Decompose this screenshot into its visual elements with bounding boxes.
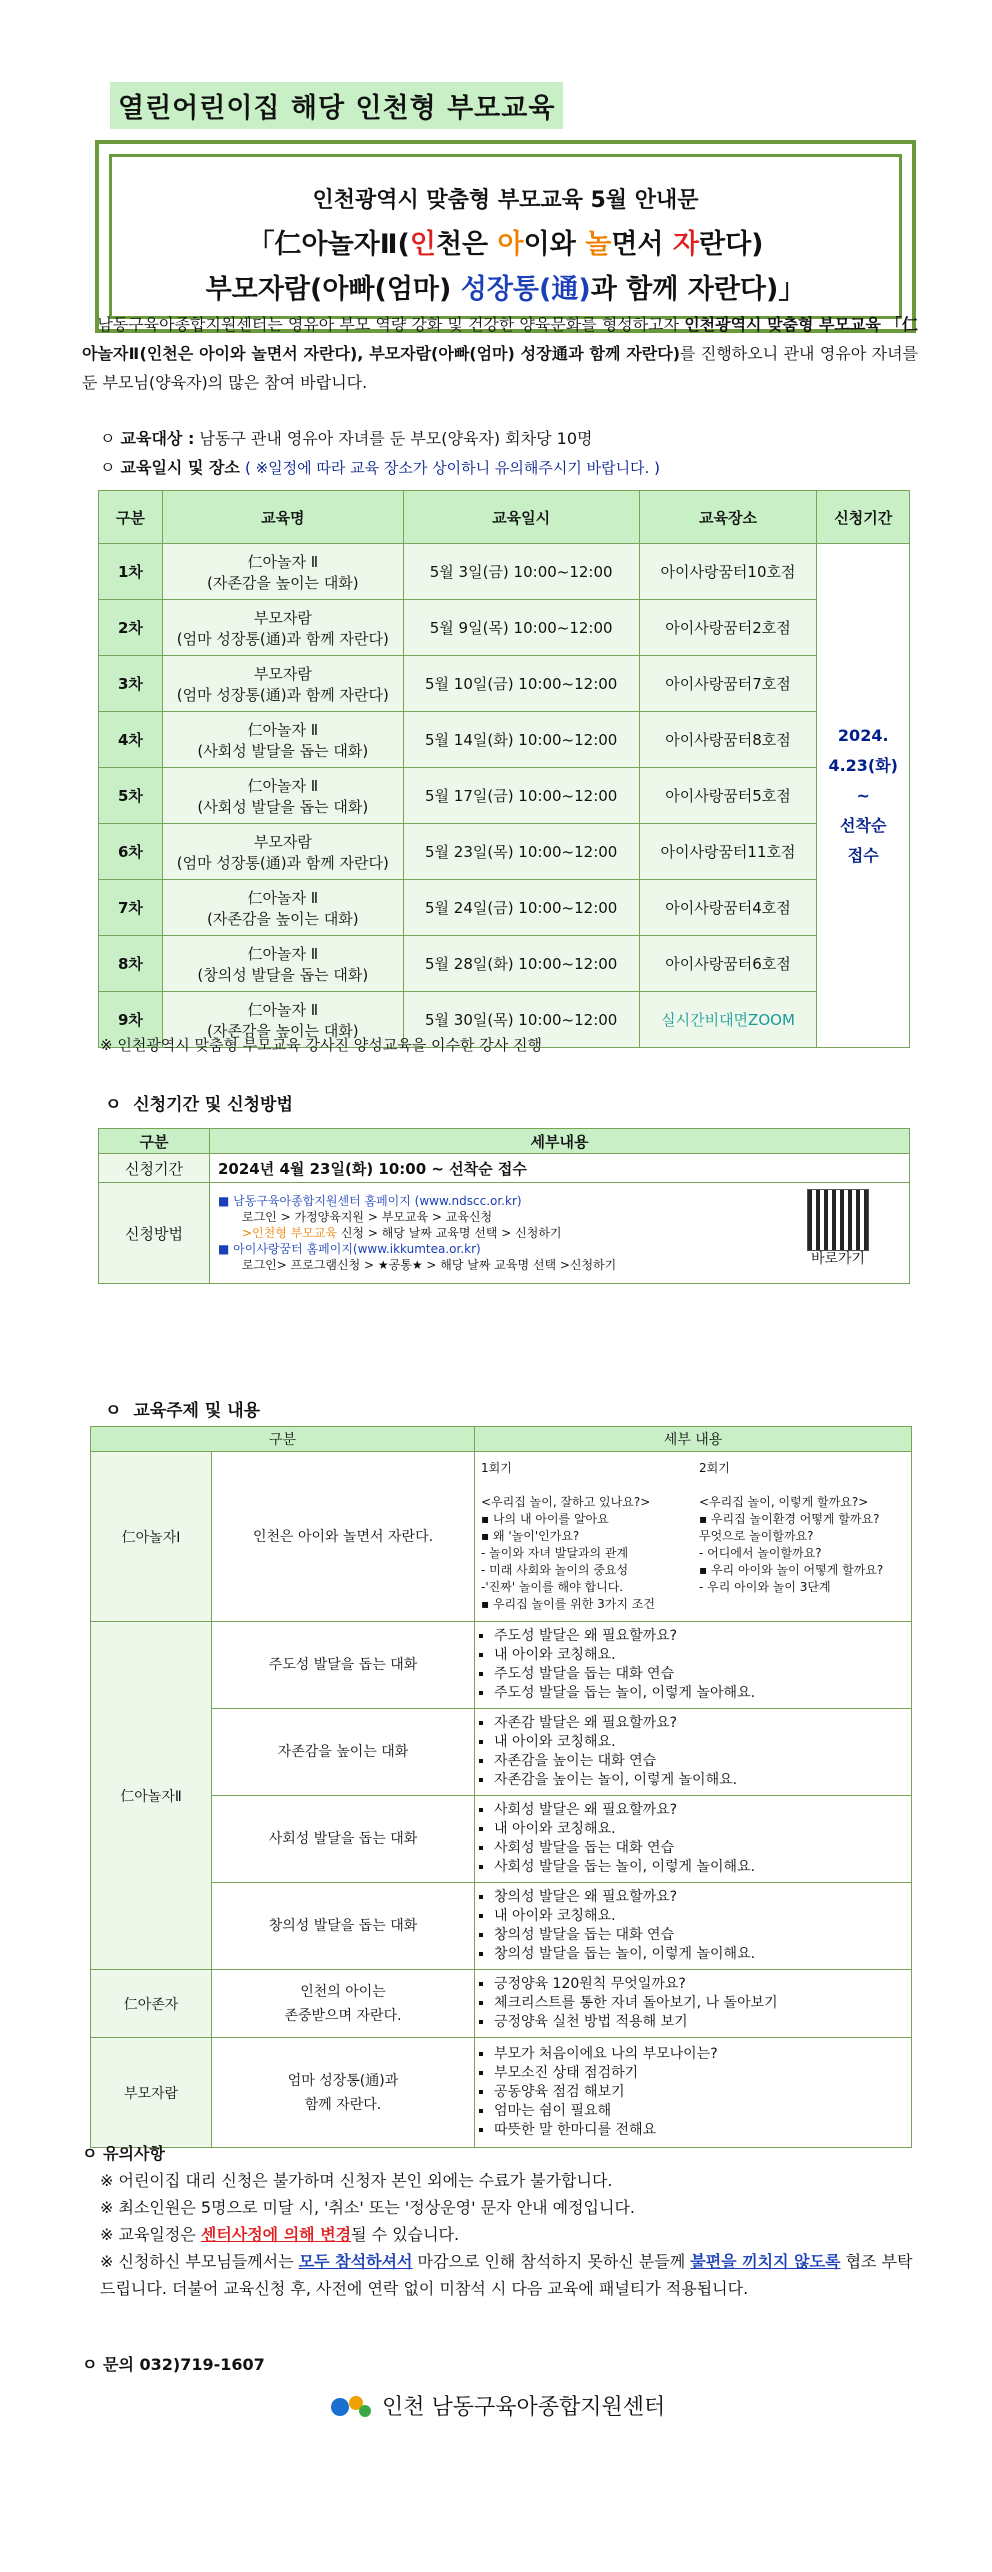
schedule-row: 3차 부모자람 (엄마 성장통(通)과 함께 자란다) 5월 10일(금) 10:00~12:00 아이사랑꿈터7호점: [99, 656, 910, 712]
topics-table: 구분 세부 내용 仁아놀자Ⅰ 인천은 아이와 놀면서 자란다. 1회기 <우리집 놀이, 잘하고 있나요?> ▪ 나의 내 아이를 알아요 ▪ 왜 '놀이'인가요? - 놀이와 자녀 발달과의 관계 - 미래 사회와 놀이의 중요성 -'진짜' 놀이를 해야 합니다. ▪ 우리집 놀이를 위한 3가지 조건 2회기 <우리집 놀이, 이렇게 할까요?> ▪ 우리집 놀이환경 어떻게 할까요? 무엇으로 놀이할까요? - 어디에서 놀이할까요? ▪ 우리 아이와 놀이 어떻게 할까요? - 우리 아이와 놀이 3단계 仁아놀자Ⅱ 주도성 발달을 돕는 대화 ▪ 주도성 발달은 왜 필요할까요? ▪ 내 아이와 코칭해요. ▪ 주도성 발달을 돕는 대화 연습 ▪ 주도성 발달을 돕는 놀이, 이렇게 놀아해요. 자존감을 높이는 대화 ▪ 자존감 발달은 왜 필요할까요? ▪ 내 아이와 코칭해요. ▪ 자존감을 높이는 대화 연습 ▪ 자존감을 높이는 놀이, 이렇게 놀이해요. 사회성 발달을 돕는 대화 ▪ 사회성 발달은 왜 필요할까요? ▪ 내 아이와 코칭해요. ▪ 사회성 발달을 돕는 대화 연습 ▪ 사회성 발달을 돕는 놀이, 이렇게 놀이해요. 창의성 발달을 돕는 대화 ▪ 창의성 발달은 왜 필요할까요? ▪ 내 아이와 코칭해요. ▪ 창의성 발달을 돕는 대화 연습 ▪ 창의성 발달을 돕는 놀이, 이렇게 놀이해요. 仁아존자 인천의 아이는 존중받으며 자란다. ▪ 긍정양육 120원칙 무엇일까요? ▪ 체크리스트를 통한 자녀 돌아보기, 나 돌아보기 ▪ 긍정양육 실천 방법 적용해 보기 부모자람 엄마 성장통(通)과 함께 자란다. ▪ 부모가 처음이에요 나의 부모나이는? ▪ 부모소진 상태 점검하기 ▪ 공동양육 점검 해보기 ▪ 엄마는 쉼이 필요해 ▪ 따뜻한 말 한마디를 전해요: [90, 1426, 912, 2148]
contact-line: ㅇ 문의 032)719-1607: [82, 2355, 265, 2374]
schedule-row: 4차 仁아놀자 Ⅱ (사회성 발달을 돕는 대화) 5월 14일(화) 10:00~12:00 아이사랑꿈터8호점: [99, 712, 910, 768]
page-tag: 열린어린이집 해당 인천형 부모교육: [110, 82, 563, 129]
target-line: ㅇ 교육대상 : 남동구 관내 영유아 자녀를 둔 부모(양육자) 회차당 10명: [100, 429, 593, 448]
footer: 인천 남동구육아종합지원센터: [330, 2390, 665, 2421]
apply-table: 구분 세부내용 신청기간 2024년 4월 23일(화) 10:00 ~ 선착순 접수 신청방법 ■ 남동구육아종합지원센터 홈페이지 (www.ndscc.or.kr) 로그인 > 가정양육지원 > 부모교육 > 교육신청 >인천형 부모교육 신청 > 해당 날짜 교육명 선택 > 신청하기 ■ 아이사랑꿈터 홈페이지(www.ikkumtea.or.kr) 로그인> 프로그램신청 > ★공통★ > 해당 날짜 교육명 선택 >신청하기 바로가기: [98, 1128, 910, 1284]
intro-text: 남동구육아종합지원센터는 영유아 부모 역량 강화 및 건강한 양육문화를 형성하고자 인천광역시 맞춤형 부모교육 「仁아놀자Ⅱ(인천은 아이와 놀면서 자란다), 부모자람(아빠(엄마) 성장通과 함께 자란다)를 진행하오니 관내 영유아 자녀를 둔 부모님(양육자)의 많은 참여 바랍니다.: [82, 315, 918, 392]
apply-heading: ㅇ 신청기간 및 신청방법: [105, 1095, 293, 1115]
apply-period: 2024. 4.23(화) ~ 선착순 접수: [817, 544, 910, 1048]
banner-line1: 인천광역시 맞춤형 부모교육 5월 안내문: [312, 188, 699, 213]
schedule-row: 2차 부모자람 (엄마 성장통(通)과 함께 자란다) 5월 9일(목) 10:00~12:00 아이사랑꿈터2호점: [99, 600, 910, 656]
site1-link[interactable]: 남동구육아종합지원센터 홈페이지 (www.ndscc.or.kr): [233, 1194, 522, 1208]
apply-period-value: 2024년 4월 23일(화) 10:00 ~ 선착순 접수: [210, 1154, 910, 1183]
schedule-row: 6차 부모자람 (엄마 성장통(通)과 함께 자란다) 5월 23일(목) 10:00~12:00 아이사랑꿈터11호점: [99, 824, 910, 880]
schedule-row: 7차 仁아놀자 Ⅱ (자존감을 높이는 대화) 5월 24일(금) 10:00~12:00 아이사랑꿈터4호점: [99, 880, 910, 936]
qr-label: 바로가기: [810, 1251, 866, 1267]
center-logo-icon: [330, 2391, 372, 2421]
site2-link[interactable]: 아이사랑꿈터 홈페이지(www.ikkumtea.or.kr): [233, 1242, 481, 1256]
title-banner: [95, 140, 916, 333]
caution-section: ㅇ 유의사항 ※ 어린이집 대리 신청은 불가하며 신청자 본인 외에는 수료가 불가합니다. ※ 최소인원은 5명으로 미달 시, '취소' 또는 '정상운영' 문자 안내 예정입니다. ※ 교육일정은 센터사정에 의해 변경될 수 있습니다. ※ 신청하신 부모님들께서는 모두 참석하셔서 마감으로 인해 참석하지 못하신 분들께 불편을 끼치지 않도록 협조 부탁드립니다. 더불어 교육신청 후, 사전에 연락 없이 미참석 시 다음 교육에 패널티가 적용됩니다.: [82, 2140, 922, 2302]
schedule-table: [98, 490, 910, 1048]
schedule-row: 1차 仁아놀자 Ⅱ (자존감을 높이는 대화) 5월 3일(금) 10:00~12:00 아이사랑꿈터10호점 2024. 4.23(화) ~ 선착순 접수: [99, 544, 910, 600]
schedule-row: 8차 仁아놀자 Ⅱ (창의성 발달을 돕는 대화) 5월 28일(화) 10:00~12:00 아이사랑꿈터6호점: [99, 936, 910, 992]
caution-heading: ㅇ 유의사항: [82, 2144, 165, 2163]
schedule-footnote: ※ 인천광역시 맞춤형 부모교육 강사진 양성교육을 이수한 강사 진행: [100, 1036, 542, 1054]
qr-code-icon[interactable]: [807, 1189, 869, 1251]
topics-heading: ㅇ 교육주제 및 내용: [105, 1401, 261, 1421]
datetime-line: ㅇ 교육일시 및 장소 ( ※일정에 따라 교육 장소가 상이하니 유의해주시기 바랍니다. ): [100, 458, 660, 477]
schedule-header: 구분 교육명 교육일시 교육장소 신청기간: [99, 491, 910, 544]
banner-line2: 「仁아놀자Ⅱ(인천은 아이와 놀면서 자란다): [247, 229, 764, 260]
schedule-row: 9차 仁아놀자 Ⅱ (자존감을 높이는 대화) 5월 30일(목) 10:00~12:00 실시간비대면ZOOM: [99, 992, 910, 1048]
banner-line3: 부모자람(아빠(엄마) 성장통(通)과 함께 자란다)」: [205, 274, 806, 305]
schedule-row: 5차 仁아놀자 Ⅱ (사회성 발달을 돕는 대화) 5월 17일(금) 10:00~12:00 아이사랑꿈터5호점: [99, 768, 910, 824]
